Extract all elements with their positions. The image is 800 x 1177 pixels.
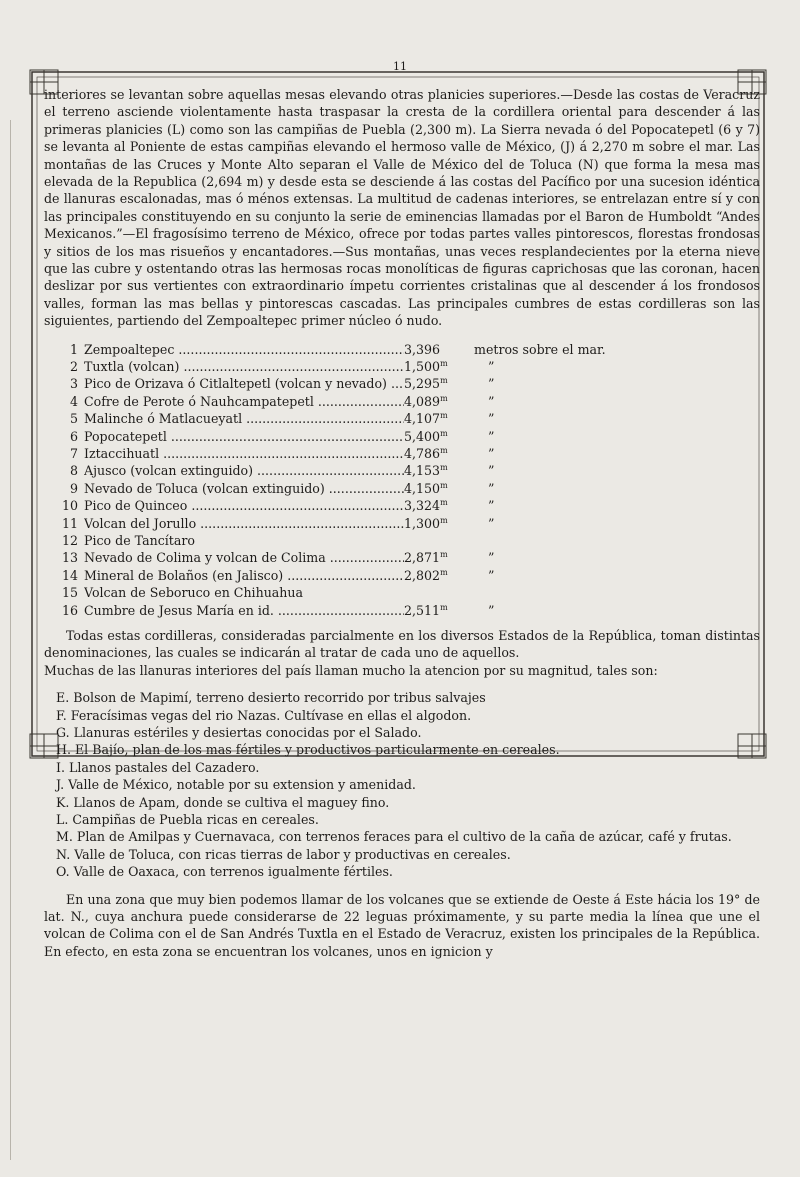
peak-number: 3 (69, 376, 78, 392)
plains-list (44, 689, 760, 880)
plain-item: N. Valle de Toluca, con ricas tierras de labor y productivas en cereales. (56, 846, 511, 862)
peak-number: 8 (69, 463, 78, 479)
peak-height: 2,871$^m$ (404, 550, 448, 566)
peak-name: Cofre de Perote ó Nauhcampatepetl ..... (84, 393, 404, 410)
peak-name: Pico de Tancítaro (84, 532, 195, 548)
peak-number: 13 (61, 550, 78, 566)
peak-height: 4,153$^m$ (404, 463, 448, 479)
peak-height: 4,150$^m$ (404, 480, 448, 496)
peak-name: Cumbre de Jesus María en id. ..... (84, 602, 404, 619)
plain-item: M. Plan de Amilpas y Cuernavaca, con terrenos feraces para el cultivo de la caña de azúcar, café y frutas. (56, 829, 732, 845)
plain-item: E. Bolson de Mapimí, terreno desierto recorrido por tribus salvajes (56, 690, 486, 706)
page-number: 11 (393, 60, 407, 73)
volcano-zone-paragraph: En una zona que muy bien podemos llamar de los volcanes que se extiende de Oeste á Este hácia los 19° de lat. N., cuya anchura puede considerarse de 22 leguas próximamente, y su parte media la línea que une el volcan de Colima con el de San Andrés Tuxtla en el Estado de Veracruz, existen los principales de la República. En efecto, en esta zona se encuentran los volcanes, unos en ignicion y (44, 891, 760, 959)
peak-name: Nevado de Colima y volcan de Colima ..... (84, 549, 404, 566)
peak-height: 4,786$^m$ (404, 445, 448, 462)
plains-intro: Muchas de las llanuras interiores del país llaman mucho la atencion por su magnitud, tales son: (44, 662, 658, 678)
peak-number: 12 (61, 532, 78, 548)
plain-item: J. Valle de México, notable por su extension y amenidad. (56, 777, 416, 793)
peak-name: Pico de Quinceo ..... (84, 497, 404, 514)
peak-height: 3,396 (404, 341, 441, 357)
peak-name: Volcan del Jorullo ..... (84, 515, 404, 532)
peak-name: Pico de Orizava ó Citlaltepetl (volcan y nevado) ..... (84, 375, 404, 392)
peak-row (58, 515, 760, 532)
peak-unit: ” (488, 498, 495, 514)
peak-row (58, 341, 760, 358)
peak-row (58, 445, 760, 462)
peak-number: 15 (61, 585, 78, 601)
peak-name: Volcan de Seboruco en Chihuahua (84, 585, 304, 601)
peak-unit: metros sobre el mar. (474, 341, 606, 357)
peak-name: Zempoaltepec ..... (84, 341, 404, 358)
intro-paragraph: interiores se levantan sobre aquellas mesas elevando otras planicies superiores.—Desde las costas de Veracruz el terreno asciende violentamente hasta traspasar la cresta de la cordillera oriental para descender á las primeras planicies (L) como son las campiñas de Puebla (2,300 m). La Sierra nevada ó del Popocatepetl (6 y 7) se levanta al Poniente de estas campiñas elevando el hermoso valle de México, (J) á 2,270 m sobre el mar. Las montañas de las Cruces y Monte Alto separan el Valle de México del de Toluca (N) que forma la mesa mas elevada de la Republica (2,694 m) y desde esta se desciende á las costas del Pacífico por una sucesion idéntica de llanuras escalonadas, mas ó ménos extensas. La multitud de cadenas interiores, se entrelazan entre sí y con las principales constituyendo en su conjunto la serie de eminencias llamadas por el Baron de Humboldt “Andes Mexicanos.”—El fragosísimo terreno de México, ofrece por todas partes valles pintorescos, florestas frondosas y sitios de los mas risueños y encantadores.—Sus montañas, unas veces resplandecientes por la eterna nieve que las cubre y ostentando otras las hermosas rocas monolíticas de figuras caprichosas que las coronan, hacen deslizar por sus vertientes con extraordinario ímpetu corrientes cristalinas que al descender á los frondosos valles, forman las mas bellas y pintorescas cascadas. Las principales cumbres de estas cordilleras son las siguientes, partiendo del Zempoaltepec primer núcleo ó nudo. (44, 87, 760, 329)
peak-row (58, 567, 760, 584)
binding-edge-line (10, 120, 11, 1160)
peak-row (58, 462, 760, 479)
peak-unit: ” (488, 567, 495, 583)
cordilleras-paragraph: Todas estas cordilleras, consideradas parcialmente en los diversos Estados de la República, toman distintas denominaciones, las cuales se indicarán al tratar de cada uno de aquellos. (44, 627, 760, 661)
peak-number: 16 (61, 602, 78, 618)
peak-row (58, 497, 760, 514)
peak-number: 5 (69, 411, 78, 427)
peak-unit: ” (488, 411, 495, 427)
peak-height: 2,511$^m$ (404, 602, 448, 618)
peak-row (58, 602, 760, 619)
peak-number: 6 (69, 428, 78, 444)
peak-row (58, 532, 760, 549)
plain-item: O. Valle de Oaxaca, con terrenos igualmente fértiles. (56, 864, 393, 880)
peak-unit: ” (488, 463, 495, 479)
peak-name: Mineral de Bolaños (en Jalisco) ..... (84, 567, 404, 584)
peak-unit: ” (488, 515, 495, 531)
peak-row (58, 480, 760, 497)
peak-unit: ” (488, 376, 495, 392)
peak-row (58, 428, 760, 445)
peak-unit: ” (488, 446, 495, 462)
peak-unit: ” (488, 602, 495, 618)
peak-name: Ajusco (volcan extinguido) ..... (84, 462, 404, 479)
peak-row (58, 393, 760, 410)
peak-height: 5,295$^m$ (404, 376, 448, 392)
peak-number: 2 (69, 359, 78, 375)
peak-number: 9 (69, 480, 78, 496)
peak-name: Nevado de Toluca (volcan extinguido) ..... (84, 480, 404, 497)
peak-height: 2,802$^m$ (404, 567, 448, 583)
peak-height: 4,089$^m$ (404, 393, 448, 409)
peak-name: Popocatepetl ..... (84, 428, 404, 445)
peaks-table (58, 341, 760, 619)
peak-number: 4 (69, 393, 78, 409)
peak-name: Iztaccihuatl ..... (84, 445, 404, 462)
peak-number: 11 (61, 515, 78, 531)
peak-number: 7 (69, 446, 78, 462)
peak-unit: ” (488, 393, 495, 409)
peak-row (58, 549, 760, 566)
peak-height: 1,300$^m$ (404, 515, 448, 531)
plain-item: L. Campiñas de Puebla ricas en cereales. (56, 812, 319, 827)
peak-row (58, 410, 760, 427)
plain-item: H. El Bajío, plan de los mas fértiles y productivos particularmente en cereales. (56, 742, 560, 758)
peak-height: 3,324$^m$ (404, 498, 448, 514)
peak-number: 1 (69, 341, 78, 357)
peak-name: Malinche ó Matlacueyatl ..... (84, 410, 404, 427)
page-body (44, 86, 760, 960)
plain-item: K. Llanos de Apam, donde se cultiva el maguey fino. (56, 794, 390, 810)
plain-item: I. Llanos pastales del Cazadero. (56, 759, 260, 775)
peak-unit: ” (488, 428, 495, 444)
peak-number: 14 (61, 567, 78, 583)
peak-row (58, 584, 760, 601)
peak-unit: ” (488, 359, 495, 375)
peak-number: 10 (61, 498, 78, 514)
peak-name: Tuxtla (volcan) ..... (84, 358, 404, 375)
peak-unit: ” (488, 480, 495, 496)
peak-height: 4,107$^m$ (404, 411, 448, 427)
peak-unit: ” (488, 550, 495, 566)
peak-row (58, 375, 760, 392)
peak-row (58, 358, 760, 375)
peak-height: 1,500$^m$ (404, 358, 448, 375)
plain-item: F. Feracísimas vegas del rio Nazas. Cultívase en ellas el algodon. (56, 707, 472, 723)
plain-item: G. Llanuras estériles y desiertas conocidas por el Salado. (56, 724, 422, 740)
peak-height: 5,400$^m$ (404, 428, 448, 444)
